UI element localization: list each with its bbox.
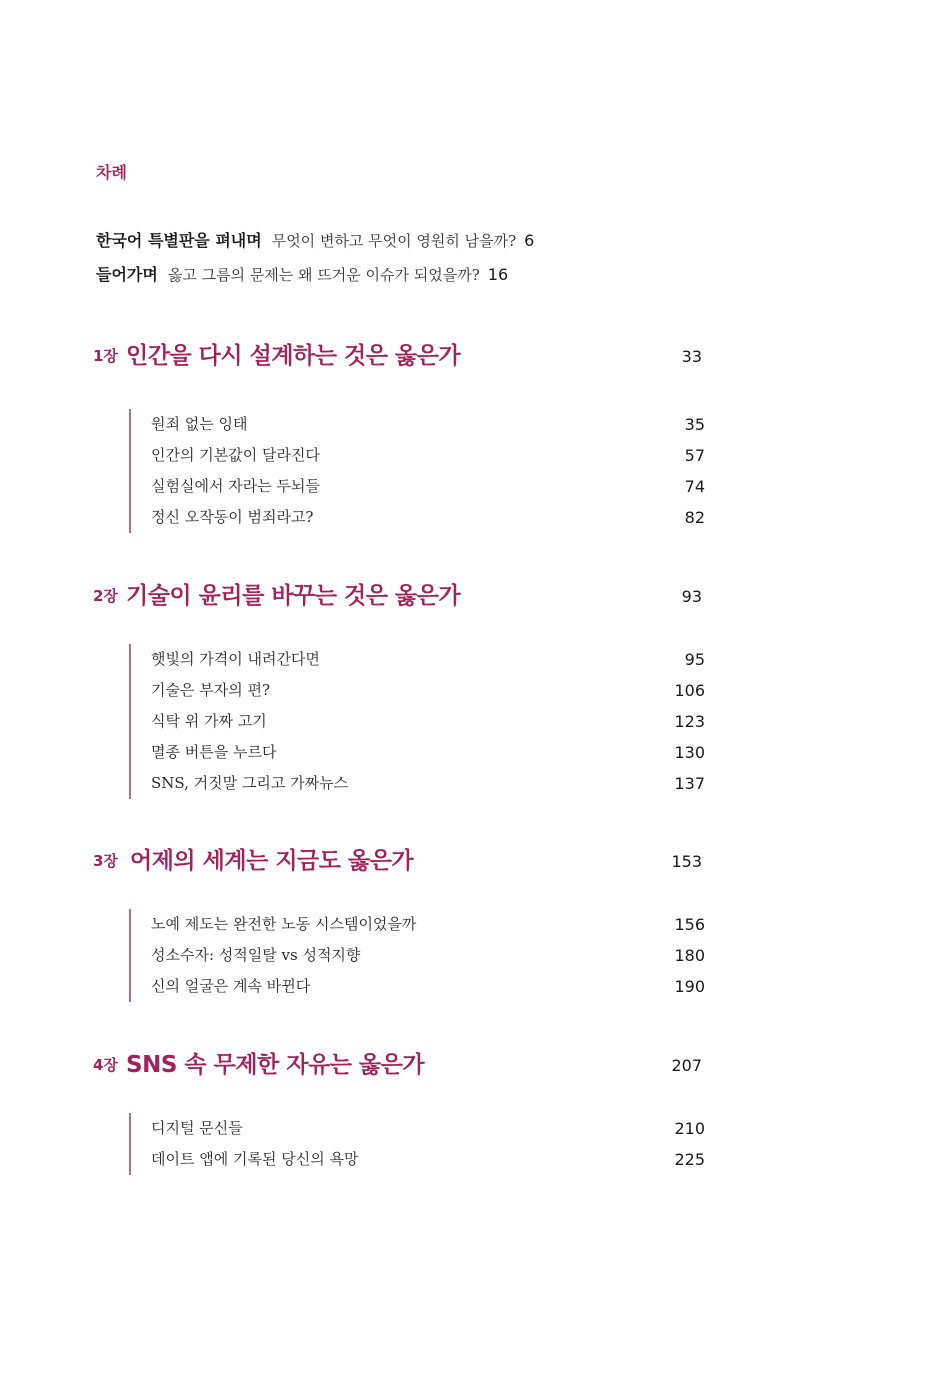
chapter-number: 2장 [93,587,118,605]
section-page-number: 130 [674,743,705,762]
chapter-page-number: 153 [671,852,702,871]
chapter-heading[interactable] [0,841,946,875]
section-title: 신의 얼굴은 계속 바뀐다 [151,977,311,995]
section-title: 식탁 위 가짜 고기 [151,712,267,730]
chapter-number: 4장 [93,1056,118,1074]
chapter-4-sections [129,1113,705,1175]
section-entry[interactable] [131,675,705,706]
section-page-number: 137 [674,774,705,793]
section-entry[interactable] [131,502,705,533]
chapter-title: 인간을 다시 설계하는 것은 옳은가 [126,343,461,369]
section-title: 디지털 문신들 [151,1119,243,1137]
intro-page-number: 16 [487,265,509,284]
section-page-number: 35 [684,415,705,434]
section-title: 실험실에서 자라는 두뇌들 [151,477,320,495]
intro-subtitle: 옳고 그름의 문제는 왜 뜨거운 이슈가 되었을까? [167,266,480,284]
section-entry[interactable] [131,706,705,737]
chapter-1 [0,336,946,370]
toc-heading: 차례 [96,163,127,182]
section-page-number: 82 [684,508,705,527]
chapter-3-sections [129,909,705,1002]
section-entry[interactable] [131,1144,705,1175]
section-title: 원죄 없는 잉태 [151,415,248,433]
intro-entry-preface[interactable] [96,228,534,251]
chapter-heading[interactable] [0,1045,946,1079]
section-entry[interactable] [131,909,705,940]
intro-subtitle: 무엇이 변하고 무엇이 영원히 남을까? [271,232,517,250]
section-page-number: 180 [674,946,705,965]
intro-entry-introduction[interactable] [96,262,508,285]
section-page-number: 95 [684,650,705,669]
section-page-number: 210 [674,1119,705,1138]
chapter-title: 어제의 세계는 지금도 옳은가 [130,848,414,874]
section-entry[interactable] [131,940,705,971]
section-entry[interactable] [131,644,705,675]
intro-lead: 들어가며 [96,265,158,284]
chapter-title: SNS 속 무제한 자유는 옳은가 [126,1052,425,1078]
section-title: 햇빛의 가격이 내려간다면 [151,650,320,668]
chapter-2 [0,576,946,610]
section-page-number: 190 [674,977,705,996]
section-title: 노예 제도는 완전한 노동 시스템이었을까 [151,915,417,933]
section-title: 정신 오작동이 범죄라고? [151,508,314,526]
chapter-number: 3장 [93,852,118,870]
section-title: 멸종 버튼을 누르다 [151,743,277,761]
chapter-1-sections [129,409,705,533]
chapter-number: 1장 [93,347,118,365]
chapter-4 [0,1045,946,1079]
section-title: 인간의 기본값이 달라진다 [151,446,320,464]
chapter-page-number: 93 [681,587,702,606]
section-title: 성소수자: 성적일탈 vs 성적지향 [151,946,361,964]
section-entry[interactable] [131,737,705,768]
section-title: SNS, 거짓말 그리고 가짜뉴스 [151,774,349,792]
chapter-page-number: 33 [681,347,702,366]
section-page-number: 106 [674,681,705,700]
section-page-number: 156 [674,915,705,934]
section-page-number: 225 [674,1150,705,1169]
section-page-number: 74 [684,477,705,496]
section-title: 데이트 앱에 기록된 당신의 욕망 [151,1150,359,1168]
chapter-3 [0,841,946,875]
section-entry[interactable] [131,1113,705,1144]
section-entry[interactable] [131,768,705,799]
section-page-number: 57 [684,446,705,465]
chapter-title: 기술이 윤리를 바꾸는 것은 옳은가 [126,583,461,609]
intro-lead: 한국어 특별판을 펴내며 [96,231,262,250]
section-entry[interactable] [131,971,705,1002]
section-entry[interactable] [131,471,705,502]
chapter-heading[interactable] [0,576,946,610]
intro-page-number: 6 [524,231,535,250]
chapter-2-sections [129,644,705,799]
chapter-heading[interactable] [0,336,946,370]
section-title: 기술은 부자의 편? [151,681,271,699]
section-entry[interactable] [131,440,705,471]
section-page-number: 123 [674,712,705,731]
section-entry[interactable] [131,409,705,440]
chapter-page-number: 207 [671,1056,702,1075]
